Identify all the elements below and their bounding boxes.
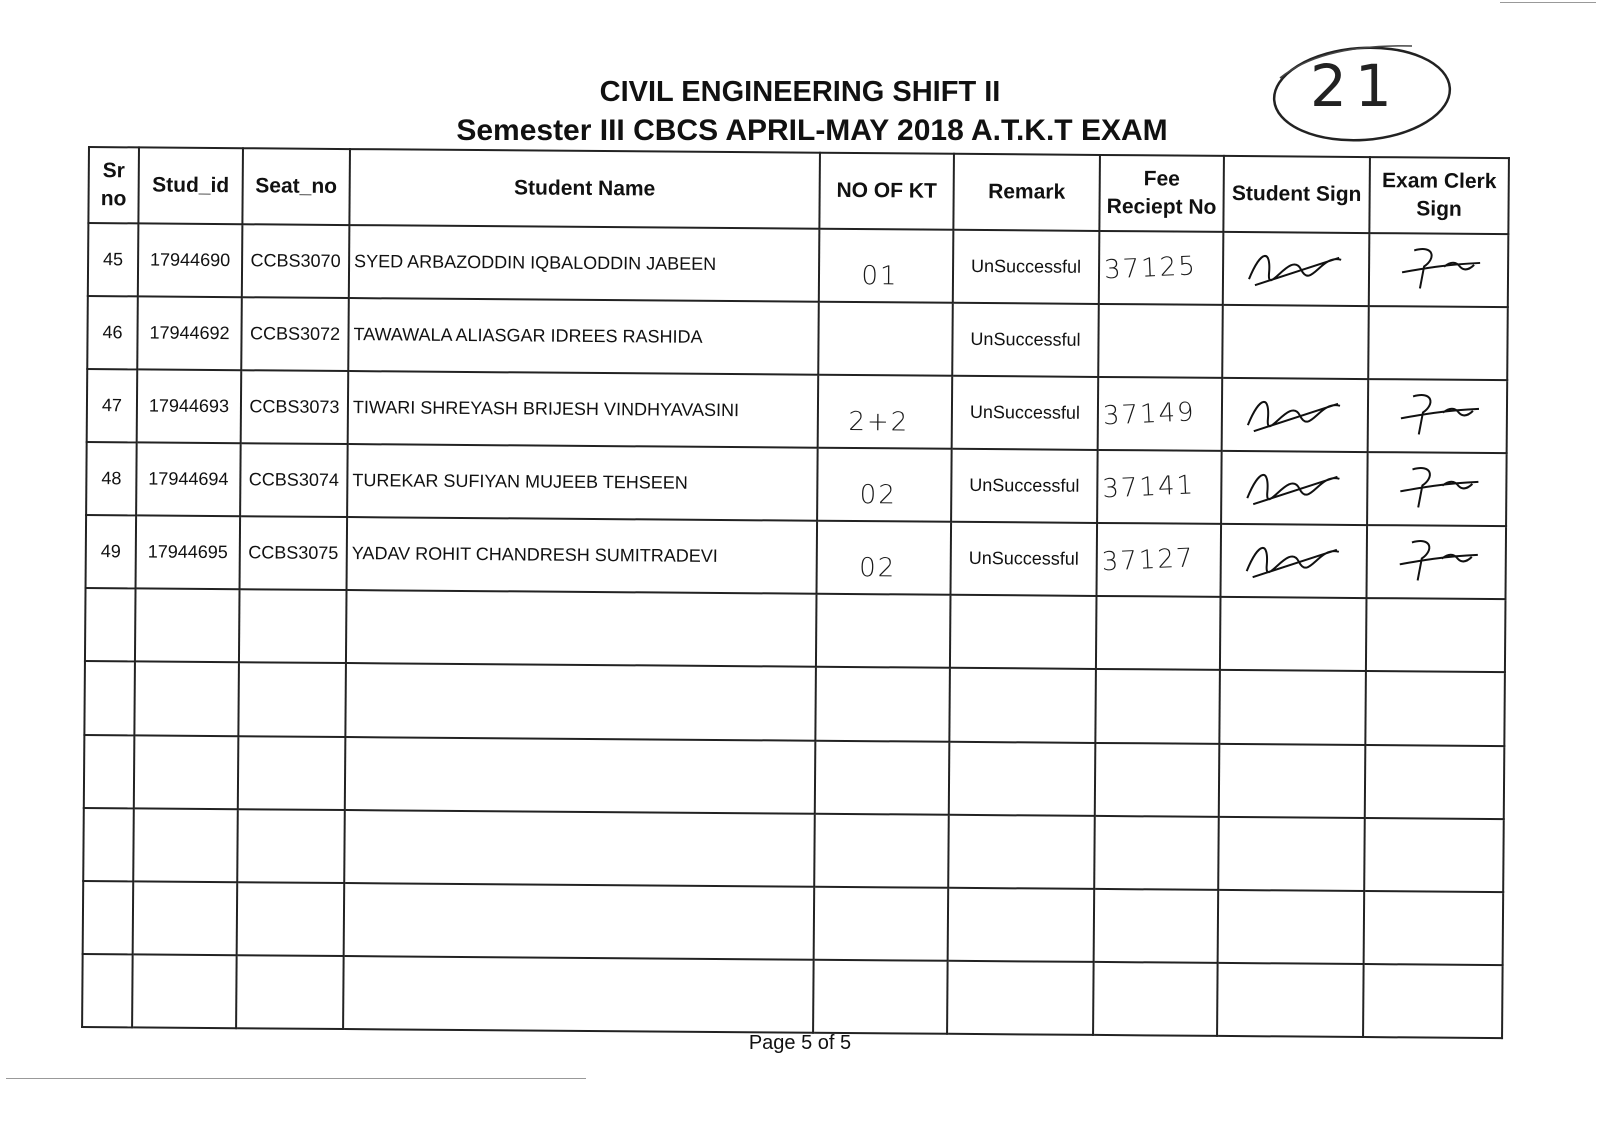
header-student-sign: Student Sign	[1223, 156, 1370, 233]
empty-cell	[238, 736, 346, 810]
handwritten-fee-receipt: 37127	[1101, 543, 1196, 578]
handwritten-kt: 2+2	[848, 406, 910, 438]
student-signature-icon	[1239, 458, 1349, 513]
cell-seat-no: CCBS3074	[240, 443, 348, 517]
cell-sr-no: 48	[86, 442, 137, 515]
table-row-empty	[82, 954, 1503, 1038]
empty-cell	[134, 735, 239, 809]
page-number: Page 5 of 5	[748, 1032, 852, 1054]
empty-cell	[85, 588, 136, 661]
cell-no-of-kt	[818, 375, 953, 449]
empty-cell	[1094, 816, 1219, 890]
cell-student-name: YADAV ROHIT CHANDRESH SUMITRADEVI	[347, 517, 818, 594]
cell-student-name: TIWARI SHREYASH BRIJESH VINDHYAVASINI	[348, 371, 819, 448]
empty-cell	[237, 809, 345, 883]
cell-student-name: SYED ARBAZODDIN IQBALODDIN JABEEN	[349, 225, 820, 302]
empty-cell	[1095, 742, 1220, 816]
empty-cell	[132, 954, 237, 1028]
empty-cell	[949, 668, 1096, 742]
empty-cell	[948, 887, 1095, 961]
student-table	[81, 146, 1510, 1039]
empty-cell	[815, 740, 950, 814]
header-fee-receipt-no: Fee Reciept No	[1099, 155, 1224, 232]
empty-cell	[133, 808, 238, 882]
empty-cell	[239, 590, 347, 664]
empty-cell	[815, 667, 950, 741]
empty-cell	[1364, 891, 1504, 965]
empty-cell	[236, 955, 344, 1029]
empty-cell	[1219, 670, 1366, 744]
cell-stud-id: 17944692	[137, 296, 242, 370]
empty-cell	[84, 661, 135, 734]
cell-remark: UnSuccessful	[950, 522, 1097, 596]
empty-cell	[135, 589, 240, 663]
cell-seat-no: CCBS3075	[240, 517, 348, 591]
scan-edge-line-top	[1500, 2, 1596, 3]
header-no-of-kt: NO OF KT	[819, 153, 954, 230]
handwritten-page-number	[1262, 38, 1462, 150]
empty-cell	[1365, 745, 1505, 819]
cell-fee-receipt-no	[1098, 304, 1223, 378]
cell-student-sign	[1222, 305, 1369, 379]
empty-cell	[1095, 669, 1220, 743]
table-row	[86, 442, 1507, 526]
empty-cell	[343, 956, 814, 1033]
empty-cell	[1364, 818, 1504, 892]
empty-cell	[814, 886, 949, 960]
cell-exam-clerk-sign	[1367, 452, 1507, 526]
empty-cell	[947, 961, 1094, 1035]
empty-cell	[345, 737, 816, 814]
handwritten-kt: 01	[861, 260, 899, 291]
empty-cell	[1363, 964, 1503, 1038]
empty-cell	[1218, 817, 1365, 891]
clerk-signature-icon	[1382, 459, 1492, 514]
student-signature-icon	[1241, 239, 1351, 294]
handwritten-kt: 02	[859, 479, 897, 511]
clerk-signature-icon	[1382, 386, 1492, 441]
header-student-name: Student Name	[349, 149, 820, 229]
clerk-signature-icon	[1381, 533, 1491, 588]
sheet-subtitle: Semester III CBCS APRIL-MAY 2018 A.T.K.T EXAM	[456, 114, 1168, 147]
header-seat-no: Seat_no	[242, 148, 350, 225]
cell-seat-no: CCBS3072	[241, 297, 349, 371]
handwritten-number-text: 21	[1310, 52, 1400, 120]
header-sr-no: Sr no	[88, 147, 139, 223]
empty-cell	[948, 814, 1095, 888]
cell-remark: UnSuccessful	[953, 230, 1100, 304]
empty-cell	[83, 881, 134, 954]
cell-remark: UnSuccessful	[951, 449, 1098, 523]
cell-student-sign	[1220, 524, 1367, 598]
empty-cell	[83, 808, 134, 881]
empty-cell	[1093, 962, 1218, 1036]
empty-cell	[133, 881, 238, 955]
cell-fee-receipt-no	[1098, 377, 1223, 451]
cell-no-of-kt	[817, 521, 952, 595]
cell-sr-no: 45	[88, 223, 139, 296]
table-row-empty	[84, 735, 1505, 819]
header-exam-clerk-sign: Exam Clerk Sign	[1369, 157, 1509, 234]
empty-cell	[82, 954, 133, 1028]
empty-cell	[238, 663, 346, 737]
cell-stud-id: 17944693	[137, 370, 242, 444]
empty-cell	[344, 810, 815, 887]
empty-cell	[814, 813, 949, 887]
cell-student-sign	[1223, 232, 1370, 306]
cell-exam-clerk-sign	[1368, 379, 1508, 453]
table-row	[86, 515, 1507, 599]
handwritten-fee-receipt: 37141	[1101, 470, 1196, 505]
empty-cell	[950, 595, 1097, 669]
cell-fee-receipt-no	[1099, 231, 1224, 305]
empty-cell	[1365, 672, 1505, 746]
table-row-empty	[84, 661, 1505, 745]
table-row	[87, 369, 1508, 453]
table-row	[87, 296, 1508, 380]
empty-cell	[816, 594, 951, 668]
empty-cell	[1218, 890, 1365, 964]
cell-no-of-kt	[818, 302, 953, 376]
handwritten-kt: 02	[859, 552, 897, 584]
empty-cell	[949, 741, 1096, 815]
cell-sr-no: 46	[87, 296, 138, 369]
table-row-empty	[83, 808, 1504, 892]
header-stud-id: Stud_id	[138, 147, 243, 224]
table-row-empty	[85, 588, 1506, 672]
cell-seat-no: CCBS3070	[242, 224, 350, 298]
clerk-signature-icon	[1383, 240, 1493, 295]
empty-cell	[237, 882, 345, 956]
cell-remark: UnSuccessful	[952, 303, 1099, 377]
scan-edge-line	[6, 1078, 586, 1079]
cell-seat-no: CCBS3073	[241, 370, 349, 444]
empty-cell	[346, 590, 817, 667]
cell-fee-receipt-no	[1096, 523, 1221, 597]
empty-cell	[1096, 596, 1221, 670]
table-row-empty	[83, 881, 1504, 965]
empty-cell	[1094, 889, 1219, 963]
cell-stud-id: 17944694	[136, 443, 241, 517]
cell-remark: UnSuccessful	[952, 376, 1099, 450]
cell-student-sign	[1221, 451, 1368, 525]
cell-stud-id: 17944695	[136, 516, 241, 590]
cell-sr-no: 47	[87, 369, 138, 442]
handwritten-fee-receipt: 37149	[1102, 396, 1197, 432]
cell-fee-receipt-no	[1097, 450, 1222, 524]
table-body	[82, 223, 1508, 1038]
cell-no-of-kt	[819, 229, 954, 303]
empty-cell	[344, 883, 815, 960]
empty-cell	[813, 960, 948, 1034]
cell-exam-clerk-sign	[1366, 525, 1506, 599]
handwritten-fee-receipt: 37125	[1103, 250, 1198, 285]
empty-cell	[134, 662, 239, 736]
cell-stud-id: 17944690	[138, 223, 243, 297]
header-remark: Remark	[953, 154, 1100, 231]
empty-cell	[1217, 963, 1364, 1037]
student-signature-icon	[1240, 385, 1350, 440]
table-header-row	[88, 147, 1509, 234]
empty-cell	[1366, 598, 1506, 672]
empty-cell	[1219, 743, 1366, 817]
cell-student-sign	[1222, 378, 1369, 452]
cell-student-name: TAWAWALA ALIASGAR IDREES RASHIDA	[348, 298, 819, 375]
table-row	[88, 223, 1509, 307]
cell-sr-no: 49	[86, 515, 137, 588]
cell-exam-clerk-sign	[1369, 233, 1509, 307]
cell-no-of-kt	[817, 448, 952, 522]
student-signature-icon	[1239, 531, 1349, 586]
empty-cell	[345, 664, 816, 741]
sheet-title: CIVIL ENGINEERING SHIFT II	[599, 76, 1001, 108]
empty-cell	[1220, 597, 1367, 671]
empty-cell	[84, 735, 135, 808]
cell-student-name: TUREKAR SUFIYAN MUJEEB TEHSEEN	[347, 444, 818, 521]
cell-exam-clerk-sign	[1368, 306, 1508, 380]
